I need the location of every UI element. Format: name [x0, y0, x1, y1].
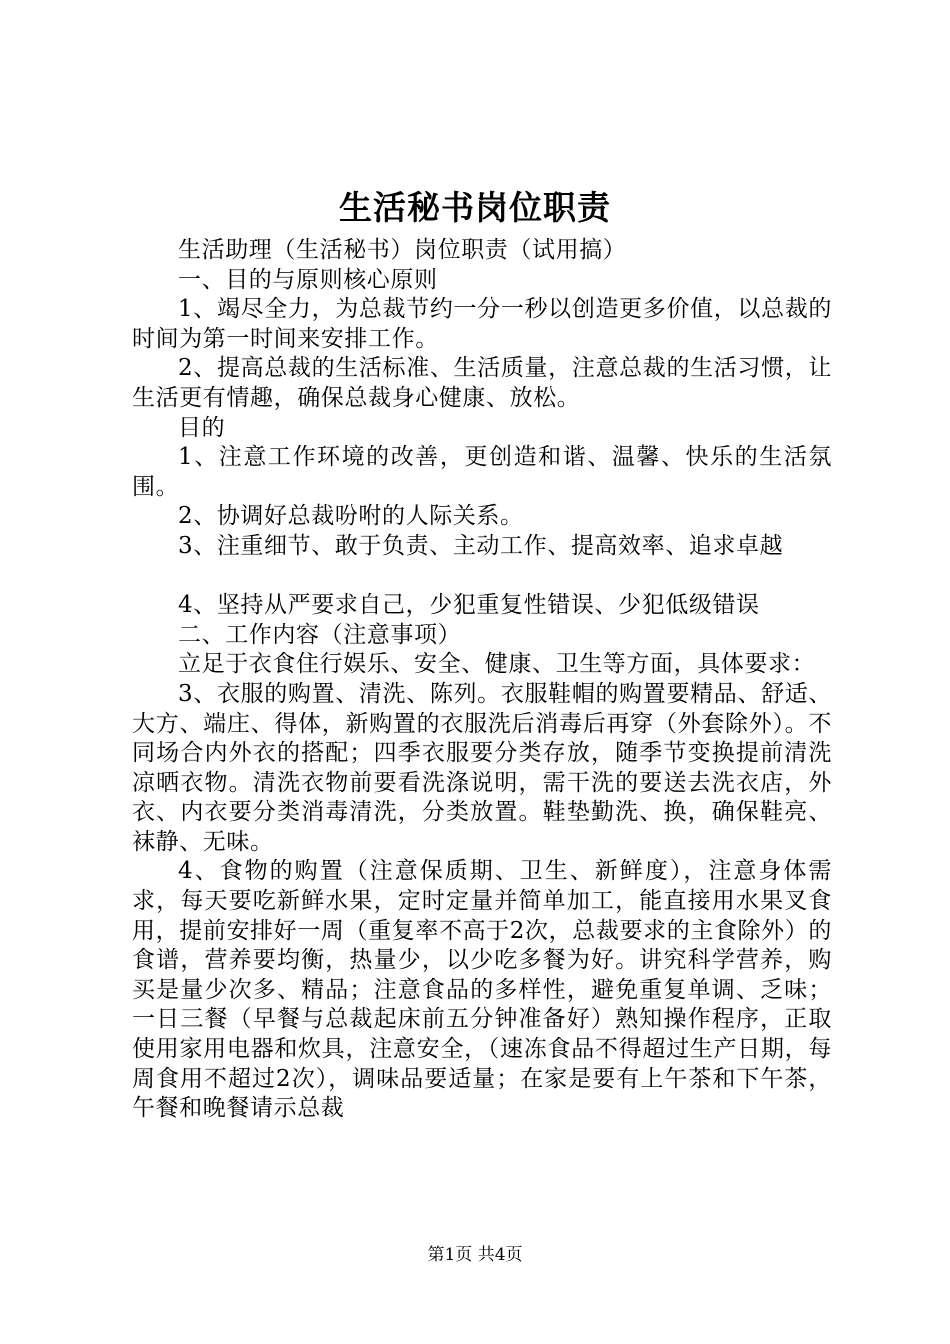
document-body — [132, 236, 832, 1124]
paragraph: 生活助理（生活秘书）岗位职责（试用搞） — [178, 237, 627, 263]
blank-line — [132, 562, 832, 592]
paragraph: 4、坚持从严要求自己，少犯重复性错误、少犯低级错误 — [178, 592, 760, 619]
paragraph: 3、注重细节、敢于负责、主动工作、提高效率、追求卓越 — [178, 532, 784, 559]
paragraph: 4、食物的购置（注意保质期、卫生、新鲜度），注意身体需求，每天要吃新鲜水果，定时定量并简单加工，能直接用水果叉食用，提前安排好一周（重复率不高于2次，总裁要求的主食除外）的食谱，营养要均衡，热量少，以少吃多餐为好。讲究科学营养，购买是量少次多、精品；注意食品的多样性，避免重复单调、乏味；一日三餐（早餐与总裁起床前五分钟准备好）熟知操作程序，正取使用家用电器和炊具，注意安全，（速冻食品不得超过生产日期，每周食用不超过2次），调味品要适量；在家是要有上午茶和下午茶，午餐和晚餐请示总裁 — [132, 858, 832, 1122]
sub-heading: 目的 — [178, 414, 226, 441]
page-footer: 第1页 共4页 — [427, 1245, 523, 1265]
paragraph: 1、注意工作环境的改善，更创造和谐、温馨、快乐的生活氛围。 — [132, 444, 832, 500]
section-heading: 一、目的与原则核心原则 — [178, 266, 438, 293]
paragraph: 2、提高总裁的生活标准、生活质量，注意总裁的生活习惯，让生活更有情趣，确保总裁身心健康、放松。 — [132, 355, 832, 411]
section-heading: 二、工作内容（注意事项） — [178, 621, 462, 648]
paragraph: 2、协调好总裁吩咐的人际关系。 — [178, 503, 524, 530]
paragraph: 1、竭尽全力，为总裁节约一分一秒以创造更多价值，以总裁的时间为第一时间来安排工作。 — [132, 296, 832, 352]
paragraph: 3、衣服的购置、清洗、陈列。衣服鞋帽的购置要精品、舒适、大方、端庄、得体，新购置的衣服洗后消毒后再穿（外套除外）。不同场合内外衣的搭配；四季衣服要分类存放，随季节变换提前清洗凉晒衣物。清洗衣物前要看洗涤说明，需干洗的要送去洗衣店，外衣、内衣要分类消毒清洗，分类放置。鞋垫勤洗、换，确保鞋亮、袜静、无味。 — [132, 680, 832, 855]
page-title: 生活秘书岗位职责 — [339, 188, 611, 227]
paragraph: 立足于衣食住行娱乐、安全、健康、卫生等方面，具体要求： — [178, 651, 816, 678]
